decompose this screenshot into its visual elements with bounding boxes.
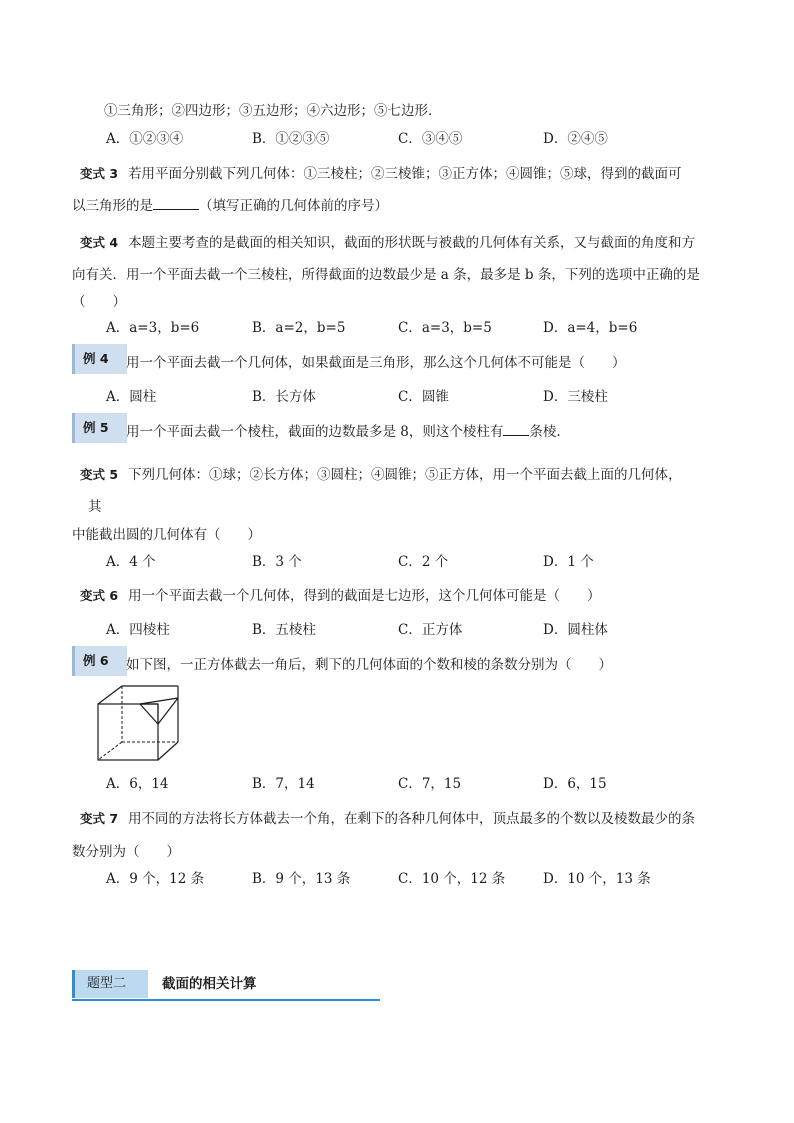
variant-5-line2: 其 <box>88 499 102 515</box>
option-b[interactable]: B．a=2，b=5 <box>252 320 346 336</box>
variant-4-line3: （ ） <box>72 294 126 310</box>
option-a[interactable]: A．6，14 <box>106 776 169 792</box>
option-c[interactable]: C．正方体 <box>398 622 463 638</box>
option-b[interactable]: B．五棱柱 <box>252 622 316 638</box>
shapes-line: ①三角形；②四边形；③五边形；④六边形；⑤七边形． <box>104 103 442 119</box>
option-d[interactable]: D．a=4，b=6 <box>543 320 638 336</box>
option-d[interactable]: D．②④⑤ <box>543 131 608 147</box>
variant-7-tag: 变式 7 <box>80 811 119 826</box>
variant-6-line1 <box>80 584 601 604</box>
example-6-question: 如下图，一正方体截去一角后，剩下的几何体面的个数和棱的条数分别为（ ） <box>126 657 612 673</box>
option-d[interactable]: D．6，15 <box>543 776 607 792</box>
example-5-tag: 例 5 <box>72 413 127 443</box>
variant-5-line3: 中能截出圆的几何体有（ ） <box>72 527 261 543</box>
example-5-text2: 条棱. <box>529 424 561 440</box>
variant-5-text: 下列几何体：①球；②长方体；③圆柱；④圆锥；⑤正方体，用一个平面去截上面的几何体， <box>128 467 682 483</box>
option-a[interactable]: A．4 个 <box>106 554 156 570</box>
section-label: 题型二 <box>72 970 148 998</box>
variant-7-line1 <box>80 807 695 827</box>
variant-6-tag: 变式 6 <box>80 588 119 603</box>
option-d[interactable]: D．三棱柱 <box>543 389 608 405</box>
variant-3-line2 <box>72 194 388 214</box>
option-a[interactable]: A．a=3，b=6 <box>106 320 200 336</box>
option-c[interactable]: C．a=3，b=5 <box>398 320 492 336</box>
answer-blank[interactable] <box>503 423 529 436</box>
option-a[interactable]: A．9 个，12 条 <box>106 871 205 887</box>
option-c[interactable]: C．2 个 <box>398 554 449 570</box>
variant-3-text3: （填写正确的几何体前的序号） <box>199 198 388 214</box>
option-a[interactable]: A．①②③④ <box>106 131 184 147</box>
variant-3-tag: 变式 3 <box>80 166 119 181</box>
variant-6-text: 用一个平面去截一个几何体，得到的截面是七边形，这个几何体可能是（ ） <box>128 588 601 604</box>
option-b[interactable]: B．3 个 <box>252 554 302 570</box>
option-c[interactable]: C．③④⑤ <box>398 131 463 147</box>
variant-7-text: 用不同的方法将长方体截去一个角，在剩下的各种几何体中，顶点最多的个数以及棱数最少的条 <box>128 811 696 827</box>
variant-4-line2: 向有关．用一个平面去截一个三棱柱，所得截面的边数最少是 a 条，最多是 b 条，下列的选项中正确的是 <box>72 267 700 283</box>
option-b[interactable]: B．9 个，13 条 <box>252 871 351 887</box>
variant-3-text: 若用平面分别截下列几何体：①三棱柱；②三棱锥；③正方体；④圆锥；⑤球，得到的截面可 <box>128 166 682 182</box>
variant-7-line2: 数分别为（ ） <box>72 844 180 860</box>
option-c[interactable]: C．7，15 <box>398 776 462 792</box>
option-c[interactable]: C．10 个，12 条 <box>398 871 506 887</box>
option-c[interactable]: C．圆锥 <box>398 389 449 405</box>
option-d[interactable]: D．圆柱体 <box>543 622 608 638</box>
option-a[interactable]: A．圆柱 <box>106 389 157 405</box>
variant-4-text: 本题主要考查的是截面的相关知识，截面的形状既与被截的几何体有关系，又与截面的角度和方 <box>128 235 696 251</box>
section-divider <box>72 999 380 1001</box>
example-5-text: 用一个平面去截一个棱柱，截面的边数最多是 8，则这个棱柱有 <box>126 424 504 440</box>
variant-5-line1 <box>80 463 682 483</box>
option-a[interactable]: A．四棱柱 <box>106 622 170 638</box>
answer-blank[interactable] <box>153 197 199 210</box>
variant-3-line1 <box>80 162 682 182</box>
variant-4-line1 <box>80 231 695 251</box>
option-b[interactable]: B．长方体 <box>252 389 316 405</box>
variant-3-text2: 以三角形的是 <box>72 198 153 214</box>
option-d[interactable]: D．1 个 <box>543 554 594 570</box>
section-title: 截面的相关计算 <box>162 976 257 992</box>
variant-5-tag: 变式 5 <box>80 467 119 482</box>
option-b[interactable]: B．7，14 <box>252 776 315 792</box>
truncated-cube-figure <box>94 684 186 764</box>
example-6-tag: 例 6 <box>72 646 127 676</box>
option-d[interactable]: D．10 个，13 条 <box>543 871 651 887</box>
option-b[interactable]: B．①②③⑤ <box>252 131 330 147</box>
example-4-question: 用一个平面去截一个几何体，如果截面是三角形，那么这个几何体不可能是（ ） <box>126 355 626 371</box>
example-4-tag: 例 4 <box>72 344 127 374</box>
variant-4-tag: 变式 4 <box>80 235 119 250</box>
example-5-question <box>126 420 561 440</box>
